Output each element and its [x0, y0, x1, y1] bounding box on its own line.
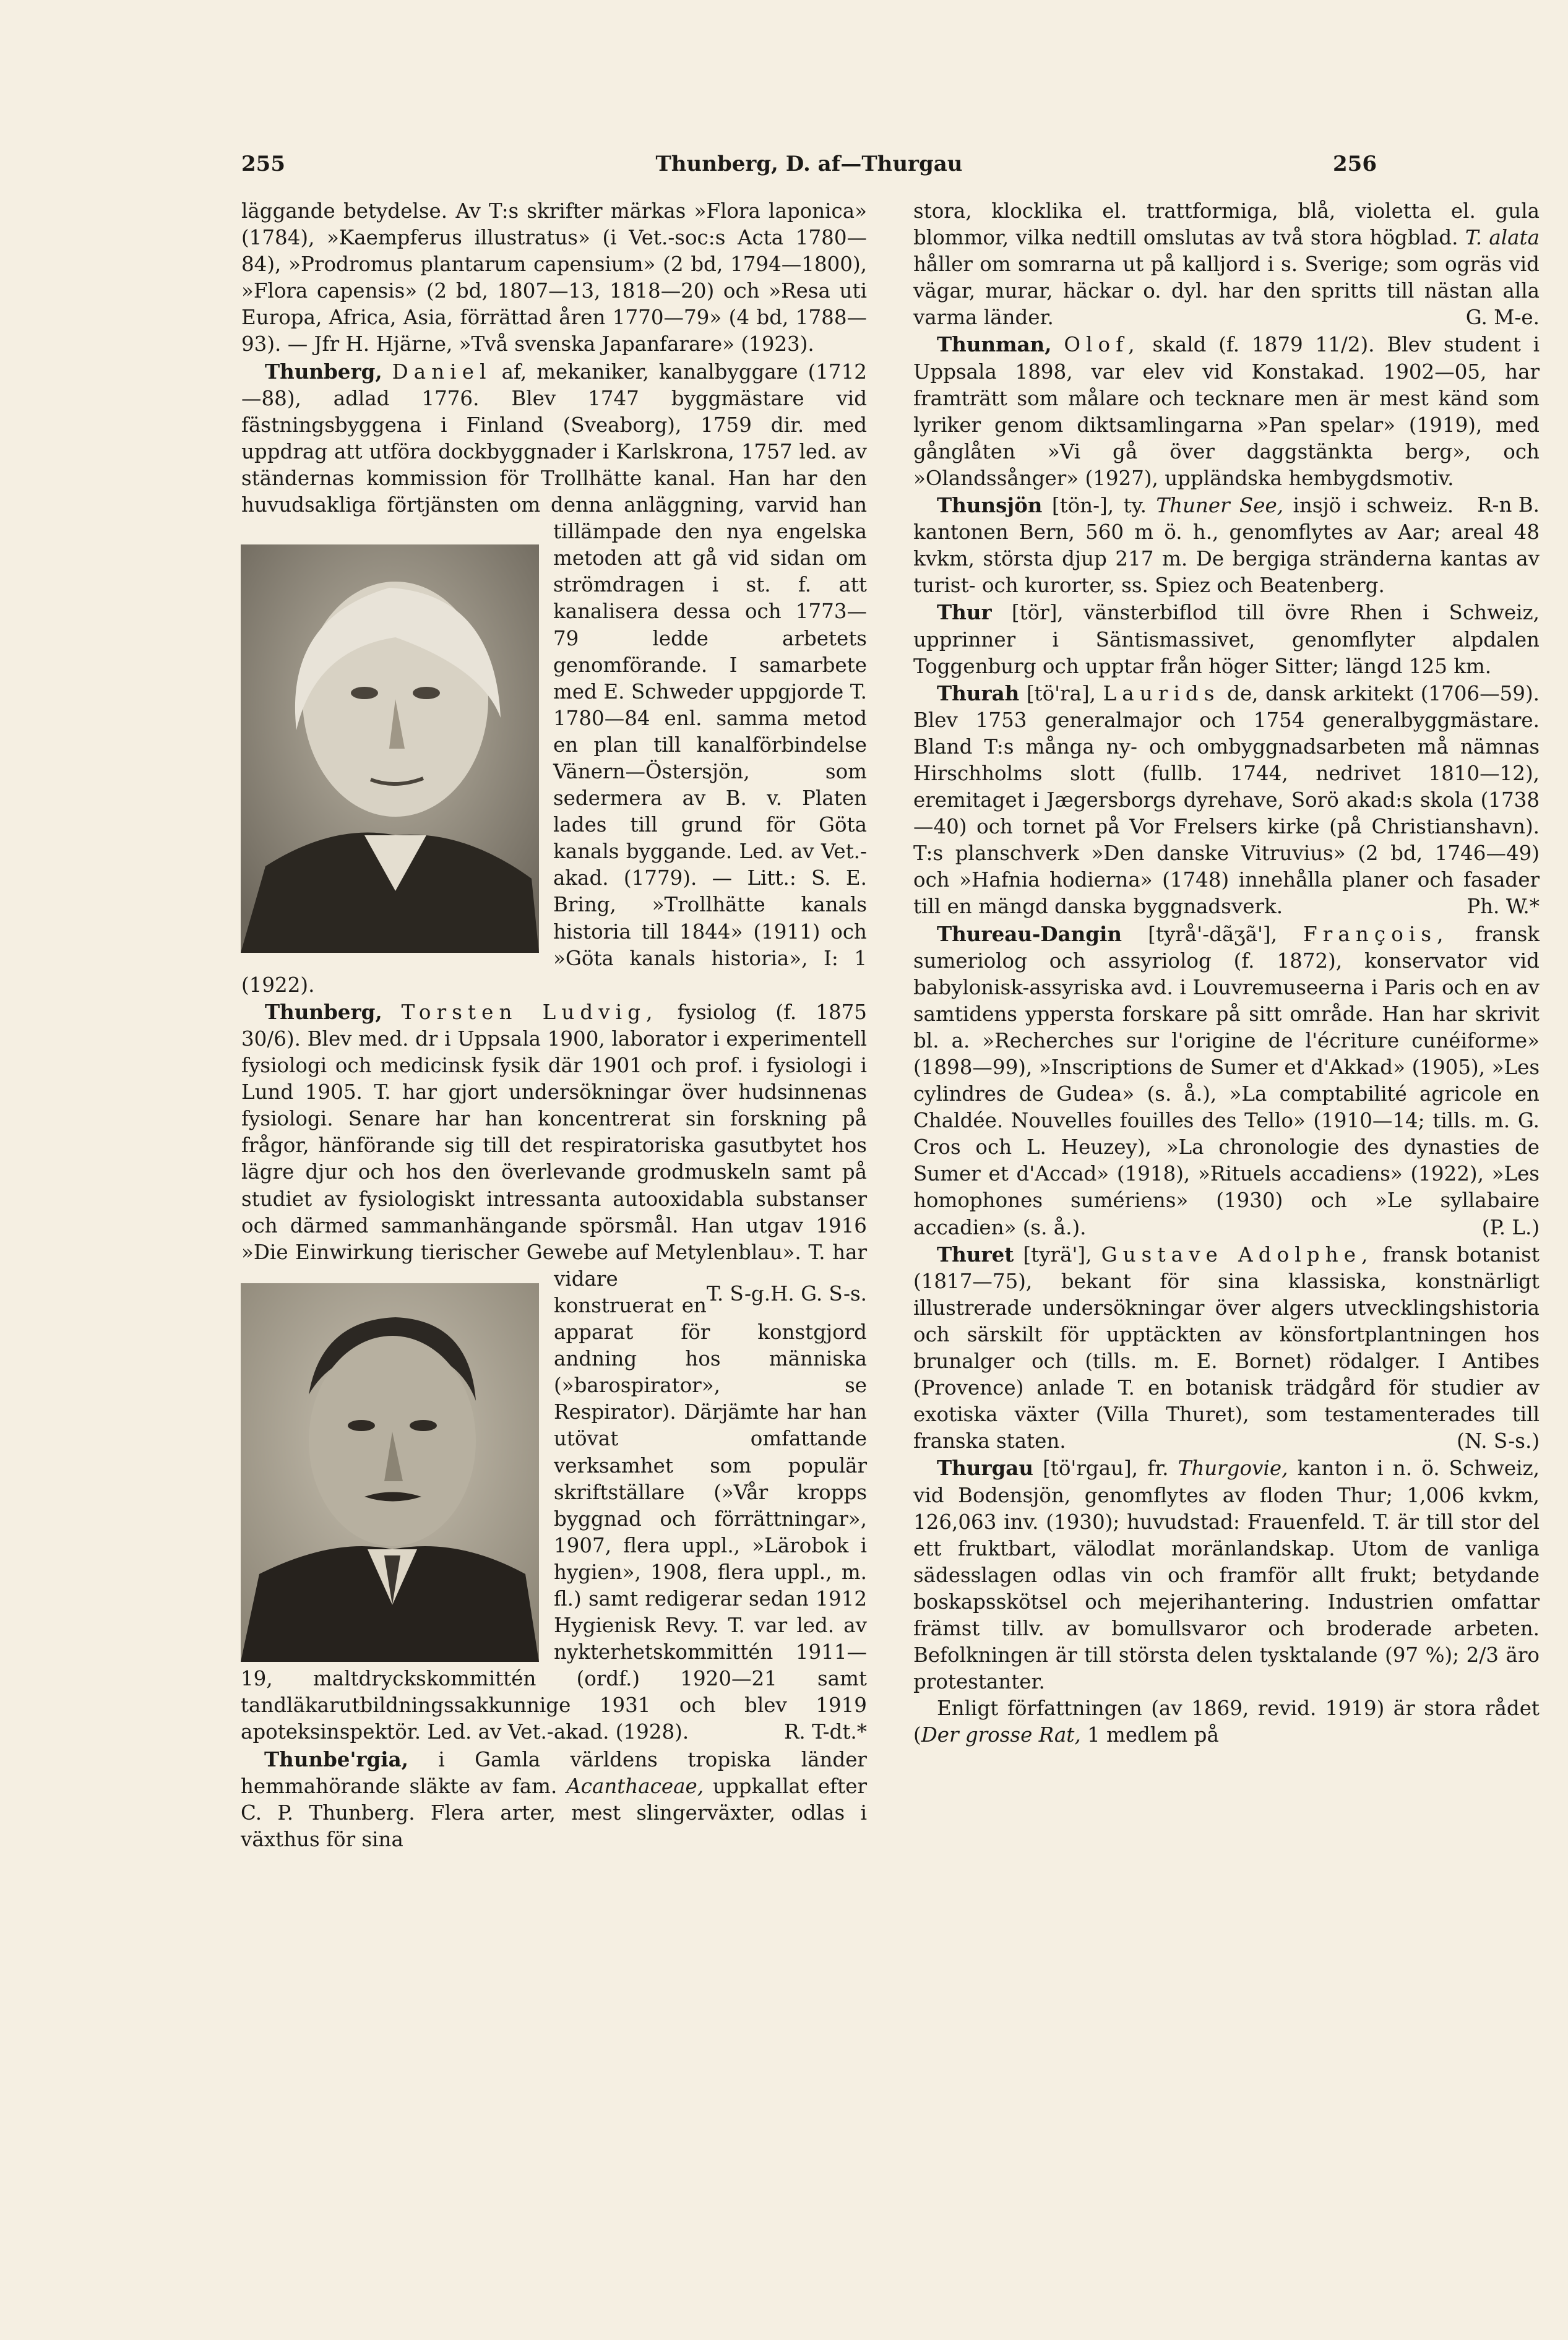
entry-thuret: Thuret [tyrä'], Gustave Adolphe, fransk botanist (1817—75), bekant för sina klassiska, konstnärligt illustrerade undersökningar över algers utvecklingshistoria och särskilt för upptäckten av könsfortplantningen hos brunalger och (tills. m. E. Bornet) rödalger. I Antibes (Provence) anlade T. en botanisk trädgård för studier av exotiska växter (Villa Thuret), som testamenterades till franska staten. (N. S-s.): [913, 1241, 1540, 1455]
portrait-image: [241, 1283, 539, 1662]
headword: Thunberg,: [265, 999, 382, 1024]
entry-thunberg-daniel: Thunberg, Daniel af, mekaniker, kanalbyggare (1712—88), adlad 1776. Blev 1747 byggmästare vid fästningsbyggena i Finland (Sveaborg), 1759 dir. med uppdrag att utföra dockbyggnader i Karlskrona, 1757 led. av ständernas kommission för Trollhätte kanal. Han har den huvudsakliga förtjänsten om denna anläggning, varvid han tillämpade den nya engelska metoden att gå vid sidan om strömdragen i st. f. att kanalisera dessa och 1773—79 ledde arbetets genomförande. I samarbete med E. Schweder uppgjorde T. 1780—84 enl. samma metod en plan till kanalförbindelse Vänern—Östersjön, som sedermera av B. v. Platen lades till grund för Göta kanals byggande. Led. av Vet.-akad. (1779). — Litt.: S. E. Bring, »Trollhätte kanals historia till 1844» (1911) och »Göta kanals historia», I: 1 (1922).: [241, 359, 867, 997]
entry-continuation: läggande betydelse. Av T:s skrifter märkas »Flora laponica» (1784), »Kaempferus illustratus» (i Vet.-soc:s Acta 1780—84), »Prodromus plantarum capensium» (2 bd, 1794—1800), »Flora capensis» (2 bd, 1807—13, 1818—20) och »Resa uti Europa, Africa, Asia, förrättad åren 1770—79» (4 bd, 1788—93). — Jfr H. Hjärne, »Två svenska Japanfarare» (1923). H. G. S-s.: [241, 198, 867, 358]
entry-thunsjon: Thunsjön [tön-], ty. Thuner See, insjö i schweiz. kantonen Bern, 560 m ö. h., genomflytes av Aar; areal 48 kvkm, största djup 217 m. De bergiga stränderna kantas av turist- och kurorter, ss. Spiez och Beatenberg.: [913, 493, 1540, 598]
author-signature: G. M-e.: [1465, 306, 1540, 330]
author-signature: Ph. W.*: [1467, 895, 1540, 919]
entry-thur: Thur [tör], vänsterbiflod till övre Rhen i Schweiz, upprinner i Säntismassivet, genomflyter alpdalen Toggenburg och upptar från höger Sitter; längd 125 km.: [913, 600, 1540, 678]
entry-thurgau: Thurgau [tö'rgau], fr. Thurgovie, kanton i n. ö. Schweiz, vid Bodensjön, genomflytes av floden Thur; 1,006 kvkm, 126,063 inv. (1930); huvudstad: Frauenfeld. T. är till stor del ett fruktbart, välodlat moränlandskap. Utom de vanliga sädesslagen odlas vin och framför allt frukt; betydande boskapsskötsel och mejerihantering. Industrien omfattar främst tillv. av bomullsvaror och broderade arbeten. Befolkningen är till största delen tysktalande (97 %); 2/3 äro protestanter.: [913, 1456, 1540, 1694]
headword: Thuret: [937, 1242, 1014, 1267]
thurgau-continuation: Enligt författningen (av 1869, revid. 1919) är stora rådet (Der grosse Rat, 1 medlem på: [913, 1697, 1540, 1747]
headword: Thurgau: [937, 1456, 1033, 1481]
author-signature: (N. S-s.): [1457, 1429, 1540, 1453]
given-name: Torsten Ludvig,: [401, 1000, 658, 1024]
given-name: Laurids: [1103, 681, 1220, 705]
running-title: Thunberg, D. af—Thurgau: [655, 152, 963, 176]
page-number-right: 256: [1333, 152, 1377, 176]
headword: Thunbe'rgia,: [264, 1747, 408, 1771]
entry-thurah: Thurah [tö'ra], Laurids de, dansk arkitekt (1706—59). Blev 1753 generalmajor och 1754 generalbyggmästare. Bland T:s många ny- och ombyggnadsarbeten må nämnas Hirschholms slott (fullb. 1744, nedrivet 1810—12), eremitaget i Jægersborgs dyrehave, Sorö akad:s skola (1738—40) och tornet på Vor Frelsers kirke (på Christianshavn). T:s planschverk »Den danske Vitruvius» (2 bd, 1746—49) och »Hafnia hodierna» (1748) innehålla planer och fasader till en mängd danska byggnadsverk. Ph. W.*: [913, 680, 1540, 921]
page-number-left: 255: [241, 152, 285, 176]
headword: Thunsjön: [937, 493, 1043, 518]
entry-thureau-dangin: Thureau-Dangin [tyrå'-dãʒã'], François, fransk sumeriolog och assyriolog (f. 1872), konservator vid babylonisk-assyriska avd. i Louvremuseerna i Paris och en av samtidens yppersta forskare på sitt område. Han har skrivit bl. a. »Recherches sur l'origine de l'écriture cunéiforme» (1898—99), »Inscriptions de Sumer et d'Akkad» (1905), »Les cylindres de Gudea» (s. å.), »La comptabilité agricole en Chaldée. Nouvelles fouilles des Tello» (1910—14; tills. m. G. Cros och L. Heuzey), »La chronologie des dynasties de Sumer et d'Accad» (1918), »Rituels accadiens» (1922), »Les homophones sumériens» (1930) och »Le syllabaire accadien» (s. å.). (P. L.): [913, 921, 1540, 1241]
given-name: Gustave Adolphe,: [1101, 1242, 1374, 1267]
given-name: Olof,: [1064, 333, 1140, 357]
headword: Thur: [937, 600, 992, 625]
headword: Thurah: [937, 681, 1020, 705]
portrait-torsten-thunberg: [241, 1283, 539, 1662]
given-name: Daniel: [392, 359, 492, 384]
page-header: [241, 152, 1377, 189]
entry-thunbergia: Thunbe'rgia, i Gamla världens tropiska länder hemmahörande släkte av fam. Acanthaceae, uppkallat efter C. P. Thunberg. Flera arter, mest slingerväxter, odlas i växthus för sina: [241, 1747, 867, 1851]
portrait-image: [241, 544, 539, 953]
author-signature: R. T-dt.*: [783, 1720, 867, 1744]
headword: Thureau-Dangin: [937, 921, 1122, 946]
given-name: François,: [1303, 922, 1449, 946]
author-signature: R-n B.: [1477, 493, 1540, 517]
entry-continuation: stora, klocklika el. trattformiga, blå, violetta el. gula blommor, vilka nedtill omslutas av två stora högblad. T. alata håller om somrarna ut på kalljord i s. Sverige; som ogräs vid vägar, murar, häckar o. dyl. har den spritts till nästan alla varma länder. G. M-e.: [913, 198, 1540, 331]
author-signature: (P. L.): [1481, 1215, 1540, 1239]
entry-thunman: Thunman, Olof, skald (f. 1879 11/2). Blev student i Uppsala 1898, var elev vid Konstakad. 1902—05, har framträtt som målare och tecknare men är mest känd som lyriker genom diktsamlingarna »Pan spelar» (1919), med gånglåten »Vi gå över daggstänkta berg», och »Olandssånger» (1927), uppländska hembygdsmotiv. R-n B.: [913, 331, 1540, 492]
author-signature: T. S-g.: [706, 1282, 771, 1305]
headword: Thunman,: [937, 332, 1052, 357]
author-signature: H. G. S-s.: [770, 1282, 867, 1305]
portrait-daniel-thunberg: [241, 544, 539, 953]
right-column: [913, 198, 1540, 1749]
headword: Thunberg,: [265, 359, 382, 384]
entry-thunberg-torsten: Thunberg, Torsten Ludvig, fysiolog (f. 1875 30/6). Blev med. dr i Uppsala 1900, laborator i experimentell fysiologi och medicinsk fysik där 1901 och prof. i fysiologi i Lund 1905. T. har gjort undersökningar över hudsinnenas fysiologi. Senare har han koncentrerat sin forskning på frågor, hänförande sig till det respiratoriska gasutbytet hos lägre djur och hos den överlevande grodmuskeln samt på studiet av fysiologiskt intressanta autooxidabla substanser och därmed sammanhängande spörsmål. Han utgav 1916 »Die Einwirkung tierischer Gewebe auf Metylenblau». T. har vidare konstruerat en apparat för konstgjord andning hos människa (»barospirator», se Respirator). Därjämte har han utövat omfattande verksamhet som populär skriftställare (»Vår kropps byggnad och förrättningar», 1907, flera uppl., »Lärobok i hygien», 1908, flera uppl., m. fl.) samt redigerar sedan 1912 Hygienisk Revy. T. var led. av nykterhetskommittén 1911—19, maltdryckskommittén (ordf.) 1920—21 samt tandläkarutbildningssakkunnige 1931 och blev 1919 apoteksinspektör. Led. av Vet.-akad. (1928). R. T-dt.*: [241, 999, 867, 1746]
